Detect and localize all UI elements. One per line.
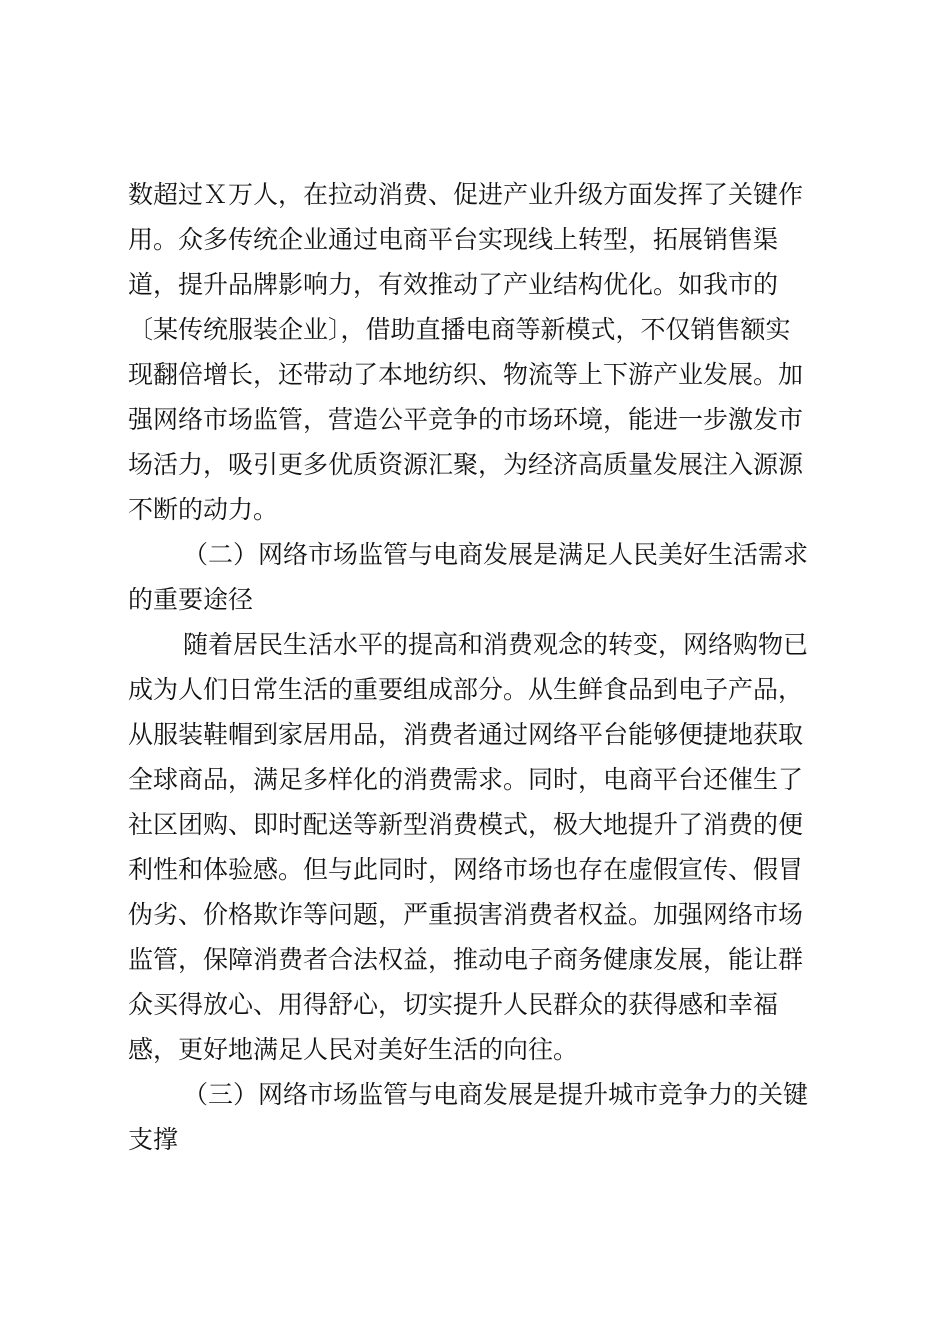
paragraph-line: 成为人们日常生活的重要组成部分。从生鲜食品到电子产品，: [128, 675, 804, 704]
paragraph-line: 监管，保障消费者合法权益，推动电子商务健康发展，能让群: [128, 945, 804, 974]
section-heading-line: （三）网络市场监管与电商发展是提升城市竞争力的关键: [183, 1080, 809, 1109]
paragraph-line: 不断的动力。: [128, 495, 279, 524]
paragraph-line: 用。众多传统企业通过电商平台实现线上转型，拓展销售渠: [128, 225, 779, 254]
paragraph-line: 感，更好地满足人民对美好生活的向往。: [128, 1035, 579, 1064]
paragraph-line: 现翻倍增长，还带动了本地纺织、物流等上下游产业发展。加: [128, 360, 804, 389]
paragraph-line: 〔某传统服装企业〕，借助直播电商等新模式，不仅销售额实: [128, 315, 791, 344]
paragraph-line: 随着居民生活水平的提高和消费观念的转变，网络购物已: [183, 630, 809, 659]
document-body: [128, 172, 820, 1162]
section-heading-line: （二）网络市场监管与电商发展是满足人民美好生活需求: [183, 540, 809, 569]
paragraph-line: 从服装鞋帽到家居用品，消费者通过网络平台能够便捷地获取: [128, 720, 804, 749]
paragraph-line: 道，提升品牌影响力，有效推动了产业结构优化。如我市的: [128, 270, 779, 299]
section-heading-line: 支撑: [128, 1125, 179, 1154]
paragraph-line: 社区团购、即时配送等新型消费模式，极大地提升了消费的便: [128, 810, 804, 839]
paragraph-line: 全球商品，满足多样化的消费需求。同时，电商平台还催生了: [128, 765, 804, 794]
paragraph-line: 利性和体验感。但与此同时，网络市场也存在虚假宣传、假冒: [128, 855, 804, 884]
paragraph-line: 场活力，吸引更多优质资源汇聚，为经济高质量发展注入源源: [128, 450, 804, 479]
paragraph-line: 强网络市场监管，营造公平竞争的市场环境，能进一步激发市: [128, 405, 804, 434]
paragraph-line: 数超过Ｘ万人，在拉动消费、促进产业升级方面发挥了关键作: [128, 180, 804, 209]
paragraph-line: 众买得放心、用得舒心，切实提升人民群众的获得感和幸福: [128, 990, 779, 1019]
paragraph-line: 伪劣、价格欺诈等问题，严重损害消费者权益。加强网络市场: [128, 900, 804, 929]
section-heading-line: 的重要途径: [128, 585, 254, 614]
